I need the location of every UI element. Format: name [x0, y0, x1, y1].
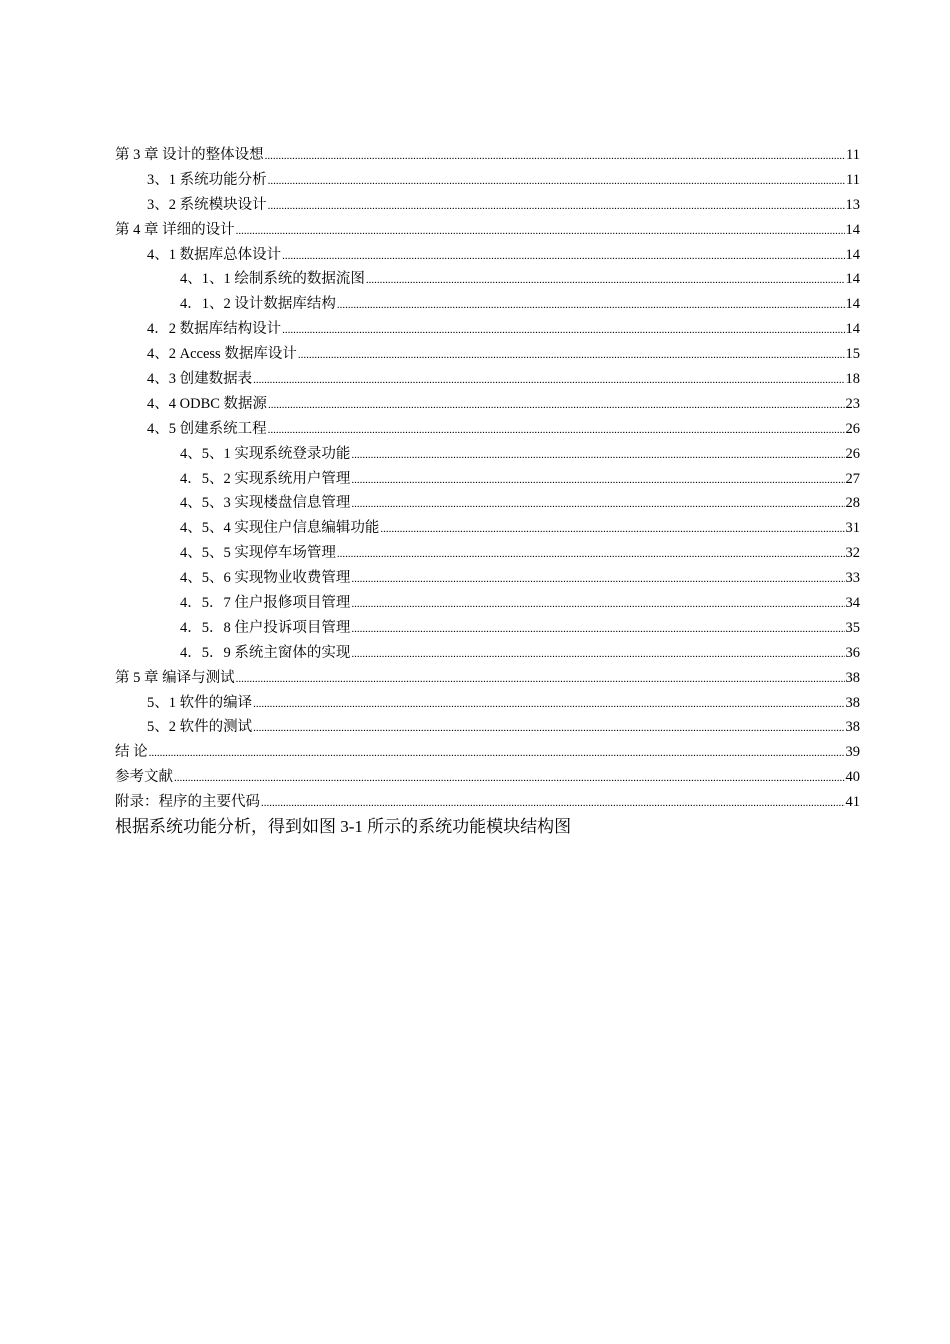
toc-page-number: 27	[845, 470, 860, 487]
toc-entry[interactable]	[115, 442, 860, 467]
toc-entry[interactable]	[115, 740, 860, 765]
toc-entry-title: 4．5、2 实现系统用户管理	[180, 470, 351, 487]
toc-entry-title: 4．2 数据库结构设计	[147, 321, 282, 338]
toc-entry-title: 4、5、3 实现楼盘信息管理	[180, 495, 351, 512]
toc-entry[interactable]	[115, 467, 860, 492]
toc-page-number: 34	[845, 595, 860, 612]
toc-entry-title: 第 3 章 设计的整体设想	[115, 147, 264, 163]
toc-page-number: 18	[845, 371, 860, 388]
toc-dot-leader	[261, 791, 845, 816]
toc-entry[interactable]	[115, 691, 860, 716]
toc-entry[interactable]	[115, 267, 860, 292]
toc-entry-title: 4、3 创建数据表	[147, 371, 253, 388]
toc-entry-title: 4．5．8 住户投诉项目管理	[180, 619, 351, 636]
toc-entry[interactable]	[115, 168, 860, 193]
toc-dot-leader	[351, 642, 844, 667]
toc-entry[interactable]	[115, 516, 860, 541]
toc-page-number: 41	[845, 794, 860, 811]
toc-dot-leader	[253, 716, 844, 741]
toc-entry-title: 4．5．9 系统主窗体的实现	[180, 644, 351, 661]
toc-page-number: 14	[845, 321, 860, 338]
toc-page-number: 23	[845, 395, 860, 412]
toc-page-number: 14	[845, 221, 860, 238]
toc-entry[interactable]	[115, 243, 860, 268]
toc-entry[interactable]	[115, 715, 860, 740]
toc-entry-title: 4．5．7 住户报修项目管理	[180, 595, 351, 612]
toc-entry-title: 4．1、2 设计数据库结构	[180, 296, 336, 313]
toc-dot-leader	[149, 741, 845, 766]
toc-page-number: 35	[845, 619, 860, 636]
toc-entry[interactable]	[115, 367, 860, 392]
toc-dot-leader	[265, 144, 845, 169]
toc-entry[interactable]	[115, 765, 860, 790]
toc-dot-leader	[298, 343, 845, 368]
toc-entry-title: 4、4 ODBC 数据源	[147, 395, 268, 412]
toc-entry-title: 5、2 软件的测试	[147, 719, 253, 736]
toc-dot-leader	[351, 617, 844, 642]
toc-page-number: 11	[846, 147, 860, 163]
toc-entry[interactable]	[115, 541, 860, 566]
toc-entry[interactable]	[115, 666, 860, 691]
toc-page-number: 38	[845, 669, 860, 686]
toc-page-number: 38	[845, 719, 860, 736]
toc-dot-leader	[253, 368, 844, 393]
toc-dot-leader	[282, 244, 844, 269]
toc-dot-leader	[351, 492, 844, 517]
toc-dot-leader	[351, 592, 844, 617]
toc-entry[interactable]	[115, 218, 860, 243]
toc-entry-title: 4、5、1 实现系统登录功能	[180, 445, 351, 462]
toc-entry-title: 5、1 软件的编译	[147, 694, 253, 711]
toc-entry-title: 4、2 Access 数据库设计	[147, 346, 297, 363]
toc-page-number: 15	[845, 346, 860, 363]
toc-entry-title: 4、1 数据库总体设计	[147, 246, 282, 263]
toc-entry-title: 4、5 创建系统工程	[147, 420, 267, 437]
toc-page-number: 28	[845, 495, 860, 512]
toc-entry-title: 4、5、5 实现停车场管理	[180, 545, 336, 562]
toc-entry-title: 4、5、4 实现住户信息编辑功能	[180, 520, 380, 537]
toc-dot-leader	[351, 567, 844, 592]
toc-dot-leader	[337, 542, 845, 567]
toc-entry[interactable]	[115, 317, 860, 342]
toc-page-number: 38	[845, 694, 860, 711]
toc-entry[interactable]	[115, 392, 860, 417]
toc-entry[interactable]	[115, 566, 860, 591]
toc-page-number: 11	[846, 171, 860, 188]
toc-page-number: 33	[845, 570, 860, 587]
toc-entry-title: 附录：程序的主要代码	[115, 794, 260, 811]
toc-entry[interactable]	[115, 193, 860, 218]
toc-entry-title: 结 论	[115, 744, 148, 761]
toc-entry-title: 4、1、1 绘制系统的数据流图	[180, 271, 365, 288]
toc-entry[interactable]	[115, 591, 860, 616]
toc-dot-leader	[366, 268, 845, 293]
toc-page-number: 14	[845, 271, 860, 288]
toc-page-number: 39	[845, 744, 860, 761]
toc-entry[interactable]	[115, 491, 860, 516]
toc-entry-title: 3、2 系统模块设计	[147, 196, 267, 213]
toc-dot-leader	[282, 318, 844, 343]
toc-dot-leader	[174, 766, 845, 791]
table-of-contents	[115, 143, 860, 815]
toc-dot-leader	[268, 169, 845, 194]
toc-entry-title: 4、5、6 实现物业收费管理	[180, 570, 351, 587]
body-paragraph: 根据系统功能分析，得到如图 3-1 所示的系统功能模块结构图	[115, 817, 572, 836]
toc-page-number: 31	[845, 520, 860, 537]
toc-dot-leader	[351, 468, 844, 493]
toc-page-number: 13	[845, 196, 860, 213]
toc-page-number: 26	[845, 420, 860, 437]
toc-entry-title: 第 5 章 编译与测试	[115, 669, 235, 686]
toc-entry[interactable]	[115, 292, 860, 317]
toc-dot-leader	[236, 667, 845, 692]
toc-page-number: 26	[845, 445, 860, 462]
toc-dot-leader	[380, 517, 844, 542]
toc-entry[interactable]	[115, 417, 860, 442]
toc-page-number: 14	[845, 296, 860, 313]
toc-dot-leader	[337, 293, 845, 318]
toc-entry[interactable]	[115, 641, 860, 666]
toc-dot-leader	[236, 219, 845, 244]
toc-page-number: 14	[845, 246, 860, 263]
toc-page-number: 32	[845, 545, 860, 562]
toc-page-number: 36	[845, 644, 860, 661]
toc-entry-title: 参考文献	[115, 769, 173, 786]
toc-dot-leader	[351, 443, 844, 468]
toc-dot-leader	[268, 194, 845, 219]
toc-dot-leader	[268, 393, 844, 418]
toc-entry[interactable]	[115, 790, 860, 815]
toc-dot-leader	[253, 692, 844, 717]
toc-page-number: 40	[845, 769, 860, 786]
toc-entry[interactable]	[115, 342, 860, 367]
toc-entry-title: 3、1 系统功能分析	[147, 171, 267, 188]
toc-entry-title: 第 4 章 详细的设计	[115, 221, 235, 238]
toc-entry[interactable]	[115, 143, 860, 168]
toc-entry[interactable]	[115, 616, 860, 641]
toc-dot-leader	[268, 418, 845, 443]
